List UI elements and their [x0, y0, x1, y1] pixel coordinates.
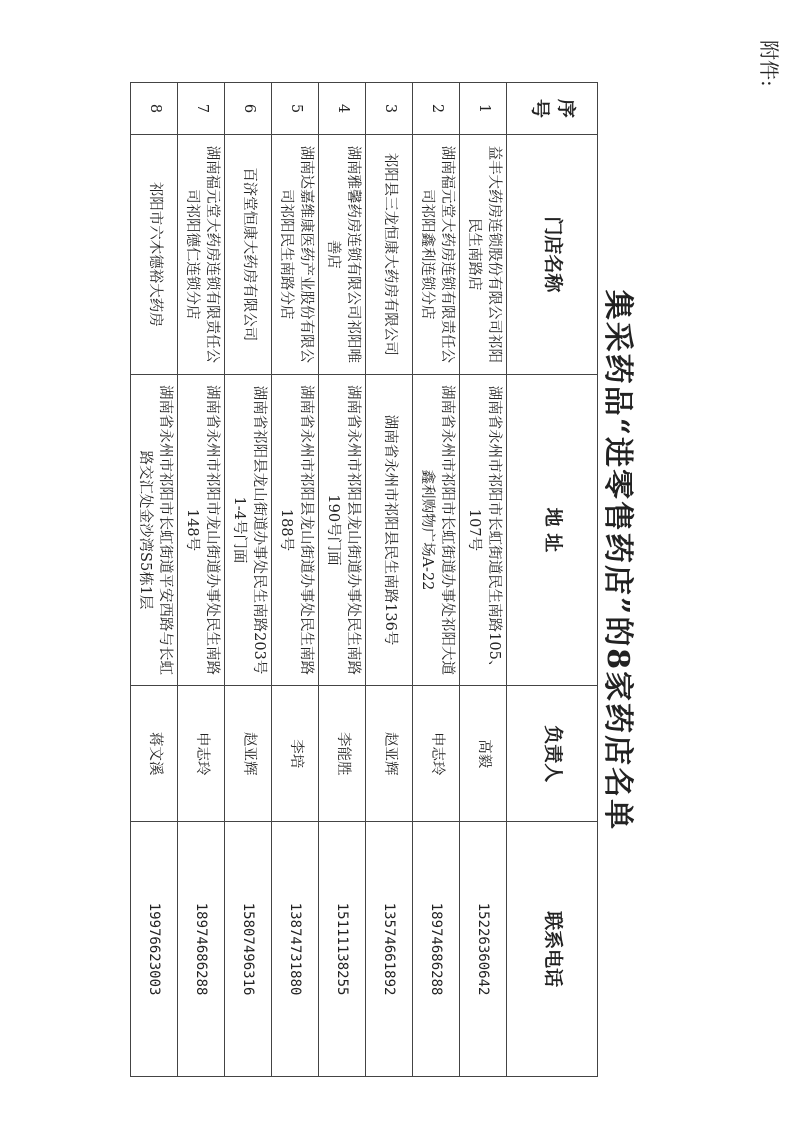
row-phone: 13574661892 — [366, 822, 413, 1077]
row-phone: 15111138255 — [319, 822, 366, 1077]
row-no: 6 — [225, 83, 272, 135]
row-address: 湖南省永州市祁阳县民生南路136号 — [366, 374, 413, 686]
row-phone: 15226360642 — [460, 822, 507, 1077]
table-row — [178, 83, 225, 1077]
row-manager: 赵亚辉 — [366, 686, 413, 822]
row-address: 湖南省祁阳县龙山街道办事处民生南路203号1-4号门面 — [225, 374, 272, 686]
row-no: 4 — [319, 83, 366, 135]
pharmacy-table — [130, 82, 598, 1077]
row-phone: 18974686288 — [413, 822, 460, 1077]
row-address: 湖南省永州市祁阳市龙山街道办事处民生南路148号 — [178, 374, 225, 686]
table-row — [272, 83, 319, 1077]
table-row — [225, 83, 272, 1077]
document-title: 集采药品“进零售药店”的8家药店名单 — [600, 289, 635, 832]
table-row — [131, 83, 178, 1077]
row-phone: 18974686288 — [178, 822, 225, 1077]
row-name: 祁阳县三龙恒康大药房有限公司 — [366, 134, 413, 374]
table-row — [319, 83, 366, 1077]
row-no: 5 — [272, 83, 319, 135]
row-name: 湖南福元堂大药房连锁有限责任公司祁阳德仁连锁分店 — [178, 134, 225, 374]
row-name: 百济堂恒康大药房有限公司 — [225, 134, 272, 374]
row-manager: 高毅 — [460, 686, 507, 822]
table-row — [366, 83, 413, 1077]
row-address: 湖南省永州市祁阳县龙山街道办事处民生南路190号门面 — [319, 374, 366, 686]
row-manager: 李能胜 — [319, 686, 366, 822]
row-address: 湖南省永州市祁阳市长虹街道民生南路105、107号 — [460, 374, 507, 686]
header-phone: 联系电话 — [507, 822, 598, 1077]
header-no: 序号 — [507, 83, 598, 135]
table-row — [460, 83, 507, 1077]
row-no: 3 — [366, 83, 413, 135]
row-no: 2 — [413, 83, 460, 135]
row-name: 益丰大药房连锁股份有限公司祁阳民生南路店 — [460, 134, 507, 374]
row-manager: 申志玲 — [178, 686, 225, 822]
row-no: 8 — [131, 83, 178, 135]
row-no: 7 — [178, 83, 225, 135]
row-manager: 蒋文溪 — [131, 686, 178, 822]
row-no: 1 — [460, 83, 507, 135]
attachment-label: 附件: — [757, 40, 781, 87]
row-phone: 13874731880 — [272, 822, 319, 1077]
row-manager: 李培 — [272, 686, 319, 822]
row-address: 湖南省永州市祁阳县龙山街道办事处民生南路188号 — [272, 374, 319, 686]
row-name: 湖南福元堂大药房连锁有限责任公司祁阳鑫利连锁分店 — [413, 134, 460, 374]
row-address: 湖南省永州市祁阳市长虹街道办事处祁阳大道鑫利购物广场A-22 — [413, 374, 460, 686]
row-manager: 赵亚辉 — [225, 686, 272, 822]
row-name: 湖南雅馨药房连锁有限公司祁阳唯善店 — [319, 134, 366, 374]
header-manager: 负责人 — [507, 686, 598, 822]
row-manager: 申志玲 — [413, 686, 460, 822]
row-phone: 19976623003 — [131, 822, 178, 1077]
row-name: 湖南达嘉维康医药产业股份有限公司祁阳民生南路分店 — [272, 134, 319, 374]
header-address: 地 址 — [507, 374, 598, 686]
row-name: 祁阳市六木德裕大药房 — [131, 134, 178, 374]
table-header-row — [507, 83, 598, 1077]
header-name: 门店名称 — [507, 134, 598, 374]
table-row — [413, 83, 460, 1077]
row-address: 湖南省永州市祁阳市长虹街道平安西路与长虹路交汇处金沙湾S5栋1层 — [131, 374, 178, 686]
row-phone: 15807496316 — [225, 822, 272, 1077]
